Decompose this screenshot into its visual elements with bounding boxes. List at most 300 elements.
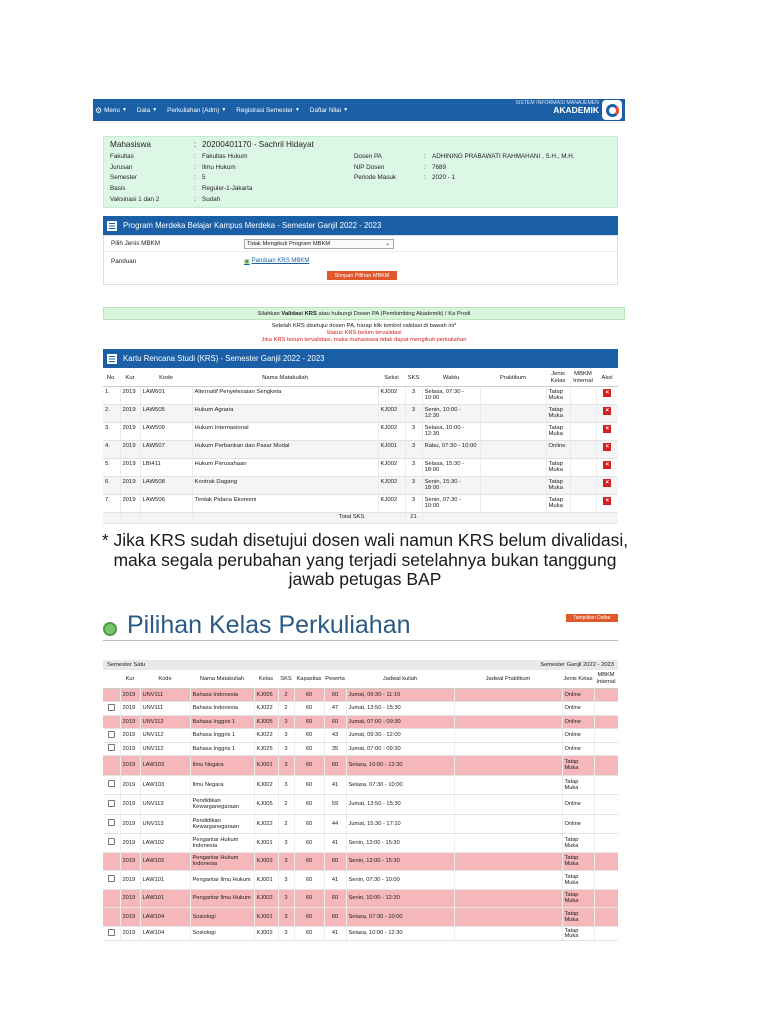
pilihan-title-row xyxy=(103,611,411,640)
delete-icon[interactable]: × xyxy=(603,497,611,505)
krs-jenis: Tatap Muka xyxy=(546,476,570,494)
nav-daftar-nilai-label: Daftar Nilai xyxy=(309,106,342,114)
kelas-peserta: 60 xyxy=(324,908,346,927)
select-cell xyxy=(103,926,120,941)
krs-kur: 2019 xyxy=(120,404,140,422)
select-cell xyxy=(103,742,120,756)
kelas-kode: UNV113 xyxy=(140,795,190,815)
kelas-peserta: 43 xyxy=(324,729,346,743)
leaf-icon xyxy=(103,622,117,636)
select-cell xyxy=(103,795,120,815)
select-cell xyxy=(103,775,120,795)
kelas-kelas: KJ022 xyxy=(254,729,278,743)
krs-praktikum xyxy=(480,440,546,458)
krs-row xyxy=(103,458,618,476)
kelas-kur: 2019 xyxy=(120,702,140,716)
kelas-peserta: 47 xyxy=(324,702,346,716)
krs-sks: 3 xyxy=(405,458,422,476)
kelas-kur: 2019 xyxy=(120,814,140,834)
delete-icon[interactable]: × xyxy=(603,425,611,433)
kelas-mbkm xyxy=(594,756,618,776)
kelas-row-full xyxy=(103,889,618,908)
krs-waktu: Selasa, 15:30 - 18:00 xyxy=(422,458,480,476)
kelas-peserta: 41 xyxy=(324,834,346,853)
spacer xyxy=(422,512,618,523)
krs-seksi: KJ002 xyxy=(378,386,405,404)
kelas-jadwal: Jumat, 07:00 - 09:30 xyxy=(346,742,454,756)
chevron-down-icon: ▼ xyxy=(294,107,300,113)
kelas-jenis: Online xyxy=(562,715,594,729)
krs-mbkm xyxy=(570,476,596,494)
kelas-body xyxy=(103,688,618,941)
col-header: Nama Matakuliah xyxy=(190,670,254,688)
kelas-peserta: 60 xyxy=(324,756,346,776)
krs-seksi: KJ001 xyxy=(378,440,405,458)
save-mbkm-button[interactable]: Simpan Pilihan MBKM xyxy=(327,271,397,280)
kelas-mbkm xyxy=(594,926,618,941)
kelas-jadwal: Jumat, 13:50 - 15:30 xyxy=(346,795,454,815)
kelas-kur: 2019 xyxy=(120,834,140,853)
kelas-row xyxy=(103,729,618,743)
select-checkbox[interactable] xyxy=(108,929,115,936)
col-header: SKS xyxy=(405,370,422,386)
kelas-kode: LAW101 xyxy=(140,889,190,908)
kelas-jadwal: Senin, 13:00 - 15:30 xyxy=(346,852,454,871)
mbkm-panduan-label: Panduan xyxy=(111,257,137,265)
kelas-mbkm xyxy=(594,852,618,871)
krs-kur: 2019 xyxy=(120,458,140,476)
kelas-peserta: 60 xyxy=(324,715,346,729)
info-label: NIP Dosen xyxy=(354,164,385,171)
kelas-jadwal: Senin, 10:00 - 12:30 xyxy=(346,889,454,908)
kelas-kelas: KJ001 xyxy=(254,908,278,927)
kelas-jenis: Tatap Muka xyxy=(562,908,594,927)
kelas-kode: LAW102 xyxy=(140,852,190,871)
col-header: Nama Matakuliah xyxy=(192,370,378,386)
gear-icon: ⚙ xyxy=(95,105,103,115)
krs-no: 7. xyxy=(103,494,120,512)
krs-waktu: Selasa, 10:00 - 12:30 xyxy=(422,422,480,440)
kelas-sks: 2 xyxy=(278,795,294,815)
kelas-nama: Sosiologi xyxy=(190,926,254,941)
col-header: Kode xyxy=(140,370,192,386)
select-cell xyxy=(103,756,120,776)
krs-kode: LAW601 xyxy=(140,386,192,404)
chevron-down-icon: ▼ xyxy=(221,107,227,113)
krs-table xyxy=(103,370,618,524)
kelas-praktikum xyxy=(454,729,562,743)
kelas-sks: 3 xyxy=(278,926,294,941)
kelas-jenis: Tatap Muka xyxy=(562,756,594,776)
select-cell xyxy=(103,688,120,702)
krs-seksi: KJ002 xyxy=(378,494,405,512)
kelas-jadwal: Selasa, 10:00 - 12:30 xyxy=(346,926,454,941)
kelas-kapasitas: 60 xyxy=(294,889,324,908)
krs-no: 3. xyxy=(103,422,120,440)
krs-sks: 3 xyxy=(405,422,422,440)
krs-row xyxy=(103,404,618,422)
kelas-jadwal: Selasa, 07:30 - 10:00 xyxy=(346,908,454,927)
semester-left: Semester Satu xyxy=(107,662,146,668)
kelas-praktikum xyxy=(454,814,562,834)
select-checkbox[interactable] xyxy=(108,780,115,787)
select-checkbox[interactable] xyxy=(108,704,115,711)
kelas-jadwal: Jumat, 15:30 - 17:10 xyxy=(346,814,454,834)
colon: : xyxy=(194,140,197,149)
krs-header-row xyxy=(103,370,618,386)
kelas-jadwal: Jumat, 13:50 - 15:30 xyxy=(346,702,454,716)
mbkm-jenis-value: Tidak Mengikuti Program MBKM xyxy=(247,240,331,247)
kelas-kur: 2019 xyxy=(120,795,140,815)
col-header: Jadwal Praktikum xyxy=(454,670,562,688)
kelas-kur: 2019 xyxy=(120,756,140,776)
kelas-kur: 2019 xyxy=(120,926,140,941)
kelas-jenis: Online xyxy=(562,702,594,716)
kelas-peserta: 60 xyxy=(324,852,346,871)
kelas-jadwal: Selasa, 10:00 - 12:30 xyxy=(346,756,454,776)
kelas-row-full xyxy=(103,715,618,729)
chevron-down-icon: ▼ xyxy=(152,107,158,113)
kelas-kelas: KJ001 xyxy=(254,834,278,853)
kelas-kelas: KJ002 xyxy=(254,775,278,795)
colon: : xyxy=(424,164,426,171)
select-cell xyxy=(103,715,120,729)
info-label: Basis xyxy=(110,185,126,192)
krs-aksi xyxy=(596,440,618,458)
select-checkbox[interactable] xyxy=(108,838,115,845)
nav-daftar-nilai[interactable] xyxy=(310,107,348,114)
colon: : xyxy=(194,174,196,181)
krs-waktu: Senin, 15:30 - 18:00 xyxy=(422,476,480,494)
col-header: No. xyxy=(103,370,120,386)
chevron-down-icon: ▼ xyxy=(343,107,349,113)
info-value: Ilmu Hukum xyxy=(202,164,236,171)
spacer xyxy=(140,512,192,523)
kelas-kur: 2019 xyxy=(120,889,140,908)
col-header: Aksi xyxy=(596,370,618,386)
nav-data-label: Data xyxy=(136,106,151,114)
kelas-kode: UNV111 xyxy=(140,688,190,702)
mahasiswa-value: 20200401170 - Sachril Hidayat xyxy=(202,140,314,149)
kelas-sks: 3 xyxy=(278,852,294,871)
kelas-row xyxy=(103,702,618,716)
kelas-kur: 2019 xyxy=(120,688,140,702)
krs-kode: LAW506 xyxy=(140,494,192,512)
kelas-kapasitas: 60 xyxy=(294,795,324,815)
kelas-praktikum xyxy=(454,871,562,890)
kelas-sks: 3 xyxy=(278,756,294,776)
krs-jenis: Tatap Muka xyxy=(546,458,570,476)
krs-nama: Alternatif Penyelesaian Sengketa xyxy=(192,386,378,404)
select-checkbox[interactable] xyxy=(108,819,115,826)
mbkm-panel xyxy=(103,235,618,285)
kelas-sks: 2 xyxy=(278,814,294,834)
kelas-kelas: KJ005 xyxy=(254,795,278,815)
krs-praktikum xyxy=(480,404,546,422)
kelas-jenis: Online xyxy=(562,814,594,834)
krs-kur: 2019 xyxy=(120,476,140,494)
krs-praktikum xyxy=(480,422,546,440)
kelas-mbkm xyxy=(594,715,618,729)
krs-aksi xyxy=(596,458,618,476)
krs-kode: LAW507 xyxy=(140,440,192,458)
kelas-sks: 3 xyxy=(278,715,294,729)
kelas-row xyxy=(103,775,618,795)
colon: : xyxy=(424,153,426,160)
document-icon: ▣ xyxy=(244,258,250,265)
info-row-right xyxy=(354,153,575,160)
kelas-kapasitas: 60 xyxy=(294,775,324,795)
kelas-kelas: KJ022 xyxy=(254,702,278,716)
kelas-nama: Bahasa Indonesia xyxy=(190,688,254,702)
info-row xyxy=(110,185,252,192)
krs-no: 1. xyxy=(103,386,120,404)
select-cell xyxy=(103,852,120,871)
krs-no: 6. xyxy=(103,476,120,494)
kelas-row xyxy=(103,926,618,941)
kelas-jenis: Online xyxy=(562,729,594,743)
kelas-kelas: KJ001 xyxy=(254,871,278,890)
delete-icon[interactable]: × xyxy=(603,389,611,397)
kelas-jadwal: Senin, 13:00 - 15:30 xyxy=(346,834,454,853)
kelas-peserta: 59 xyxy=(324,795,346,815)
kelas-peserta: 41 xyxy=(324,871,346,890)
krs-praktikum xyxy=(480,458,546,476)
kelas-praktikum xyxy=(454,742,562,756)
select-checkbox[interactable] xyxy=(108,875,115,882)
kelas-peserta: 60 xyxy=(324,889,346,908)
krs-total-row xyxy=(103,512,618,523)
krs-seksi: KJ002 xyxy=(378,404,405,422)
kelas-jenis: Tatap Muka xyxy=(562,871,594,890)
kelas-kur: 2019 xyxy=(120,742,140,756)
kelas-kode: UNV112 xyxy=(140,715,190,729)
kelas-peserta: 35 xyxy=(324,742,346,756)
col-header: Jenis Kelas xyxy=(546,370,570,386)
delete-icon[interactable]: × xyxy=(603,407,611,415)
kelas-kode: LAW102 xyxy=(140,834,190,853)
kelas-mbkm xyxy=(594,814,618,834)
select-cell xyxy=(103,889,120,908)
validate-krs-link[interactable]: Validasi KRS xyxy=(281,310,317,317)
semester-right: Semester Ganjil 2022 - 2023 xyxy=(540,662,614,668)
krs-mbkm xyxy=(570,494,596,512)
krs-mbkm xyxy=(570,440,596,458)
krs-mbkm xyxy=(570,458,596,476)
krs-kur: 2019 xyxy=(120,386,140,404)
nav-menu[interactable] xyxy=(95,106,127,115)
kelas-header-row xyxy=(103,670,618,688)
kelas-kelas: KJ002 xyxy=(254,926,278,941)
kelas-kapasitas: 60 xyxy=(294,871,324,890)
info-row-right xyxy=(354,174,455,181)
kelas-praktikum xyxy=(454,908,562,927)
krs-kode: LAW509 xyxy=(140,422,192,440)
kelas-kode: LAW103 xyxy=(140,756,190,776)
panduan-link[interactable] xyxy=(244,258,309,265)
krs-row xyxy=(103,440,618,458)
info-row xyxy=(110,164,236,171)
mahasiswa-row xyxy=(110,140,314,149)
kelas-jenis: Tatap Muka xyxy=(562,889,594,908)
krs-kur: 2019 xyxy=(120,422,140,440)
kelas-mbkm xyxy=(594,702,618,716)
select-checkbox[interactable] xyxy=(108,800,115,807)
kelas-kapasitas: 60 xyxy=(294,908,324,927)
krs-praktikum xyxy=(480,386,546,404)
kelas-praktikum xyxy=(454,715,562,729)
krs-sks: 3 xyxy=(405,476,422,494)
kelas-nama: Pendidikan Kewarganegaraan xyxy=(190,795,254,815)
brand-line1: SISTEM INFORMASI MANAJEMEN xyxy=(515,100,599,106)
brand-line2: AKADEMIK xyxy=(553,105,599,116)
mahasiswa-label: Mahasiswa xyxy=(110,140,151,149)
notice-post: atau hubungi Dosen PA (Pembimbing Akademik) / Ka Prodi xyxy=(318,310,471,317)
kelas-row xyxy=(103,814,618,834)
kelas-row-full xyxy=(103,908,618,927)
total-label: Total SKS xyxy=(192,512,405,523)
krs-waktu: Senin, 07:30 - 10:00 xyxy=(422,494,480,512)
krs-mbkm xyxy=(570,386,596,404)
kelas-kelas: KJ005 xyxy=(254,715,278,729)
kelas-kelas: KJ001 xyxy=(254,756,278,776)
kelas-praktikum xyxy=(454,834,562,853)
kelas-sks: 2 xyxy=(278,702,294,716)
kelas-mbkm xyxy=(594,889,618,908)
kelas-praktikum xyxy=(454,926,562,941)
kelas-row-full xyxy=(103,852,618,871)
col-header: Kode xyxy=(140,670,190,688)
kelas-nama: Pengantar Hukum Indonesia xyxy=(190,852,254,871)
kelas-sks: 3 xyxy=(278,742,294,756)
kelas-kapasitas: 60 xyxy=(294,742,324,756)
pilihan-title: Pilihan Kelas Perkuliahan xyxy=(127,611,411,639)
kelas-kelas: KJ005 xyxy=(254,688,278,702)
krs-aksi xyxy=(596,422,618,440)
kelas-praktikum xyxy=(454,795,562,815)
krs-row xyxy=(103,386,618,404)
kelas-kelas: KJ002 xyxy=(254,889,278,908)
krs-sks: 3 xyxy=(405,404,422,422)
kelas-nama: Ilmu Negara xyxy=(190,756,254,776)
kelas-peserta: 41 xyxy=(324,926,346,941)
kelas-nama: Pengantar Ilmu Hukum xyxy=(190,871,254,890)
kelas-sks: 3 xyxy=(278,889,294,908)
nav-registrasi[interactable] xyxy=(236,107,300,114)
krs-jenis: Tatap Muka xyxy=(546,404,570,422)
select-cell xyxy=(103,908,120,927)
kelas-kode: UNV112 xyxy=(140,729,190,743)
mbkm-jenis-select[interactable] xyxy=(244,239,394,249)
krs-kur: 2019 xyxy=(120,440,140,458)
kelas-mbkm xyxy=(594,871,618,890)
nav-registrasi-label: Registrasi Semester xyxy=(236,106,293,114)
colon: : xyxy=(194,164,196,171)
kelas-kelas: KJ002 xyxy=(254,852,278,871)
notice-warning: Jika KRS belum tervalidasi, maka mahasiswa tidak dapat mengikuti perkuliahan xyxy=(261,337,467,343)
krs-seksi: KJ002 xyxy=(378,458,405,476)
nav-data[interactable] xyxy=(137,107,157,114)
krs-no: 2. xyxy=(103,404,120,422)
kelas-kelas: KJ025 xyxy=(254,742,278,756)
select-cell xyxy=(103,814,120,834)
mbkm-jenis-row xyxy=(104,236,617,252)
select-checkbox[interactable] xyxy=(108,744,115,751)
colon: : xyxy=(194,196,196,203)
kelas-kur: 2019 xyxy=(120,908,140,927)
colon: : xyxy=(424,174,426,181)
info-row-right xyxy=(354,164,446,171)
kelas-jenis: Tatap Muka xyxy=(562,775,594,795)
krs-aksi xyxy=(596,494,618,512)
delete-icon[interactable]: × xyxy=(603,461,611,469)
info-value: 2020 - 1 xyxy=(432,174,456,181)
krs-waktu: Selasa, 07:30 - 10:00 xyxy=(422,386,480,404)
kelas-jenis: Online xyxy=(562,742,594,756)
info-label: Dosen PA xyxy=(354,153,382,160)
kelas-nama: Pengantar Ilmu Hukum xyxy=(190,889,254,908)
kelas-jadwal: Selasa, 07:30 - 10:00 xyxy=(346,775,454,795)
notice-pre: Silahkan xyxy=(257,310,280,317)
nav-menu-label: Menu xyxy=(104,106,120,114)
kelas-praktikum xyxy=(454,688,562,702)
kelas-mbkm xyxy=(594,908,618,927)
krs-body xyxy=(103,386,618,523)
col-header: Kapasitas xyxy=(294,670,324,688)
kelas-sks: 3 xyxy=(278,775,294,795)
kelas-nama: Bahasa Inggris 1 xyxy=(190,729,254,743)
kelas-jenis: Tatap Muka xyxy=(562,834,594,853)
kelas-kode: LAW103 xyxy=(140,775,190,795)
kelas-kur: 2019 xyxy=(120,871,140,890)
info-value: Fakultas Hukum xyxy=(202,153,248,160)
select-cell xyxy=(103,834,120,853)
kelas-jadwal: Jumat, 09:30 - 12:00 xyxy=(346,729,454,743)
kelas-jenis: Tatap Muka xyxy=(562,852,594,871)
krs-row xyxy=(103,476,618,494)
kelas-row xyxy=(103,742,618,756)
col-header: Seksi xyxy=(378,370,405,386)
delete-icon[interactable]: × xyxy=(603,479,611,487)
info-row xyxy=(110,174,206,181)
mbkm-header xyxy=(103,216,618,235)
notice-status: Status KRS belum tervalidasi xyxy=(326,330,402,336)
info-value: Reguler-1-Jakarta xyxy=(202,185,253,192)
kelas-praktikum xyxy=(454,889,562,908)
kelas-jadwal: Senin, 07:30 - 10:00 xyxy=(346,871,454,890)
kelas-mbkm xyxy=(594,729,618,743)
kelas-jenis: Online xyxy=(562,688,594,702)
tampilkan-daftar-button[interactable]: Tampilkan Daftar xyxy=(566,614,618,622)
kelas-nama: Pengantar Hukum Indonesia xyxy=(190,834,254,853)
krs-aksi xyxy=(596,386,618,404)
colon: : xyxy=(194,185,196,192)
kelas-nama: Bahasa Indonesia xyxy=(190,702,254,716)
kelas-nama: Sosiologi xyxy=(190,908,254,927)
krs-jenis: Tatap Muka xyxy=(546,494,570,512)
info-row xyxy=(110,196,220,203)
total-value: 21 xyxy=(405,512,422,523)
mbkm-jenis-label: Pilih Jenis MBKM xyxy=(111,240,160,247)
delete-icon[interactable]: × xyxy=(603,443,611,451)
kelas-kode: UNV111 xyxy=(140,702,190,716)
kelas-sks: 3 xyxy=(278,834,294,853)
krs-praktikum xyxy=(480,494,546,512)
select-checkbox[interactable] xyxy=(108,731,115,738)
kelas-kur: 2019 xyxy=(120,729,140,743)
kelas-kur: 2019 xyxy=(120,852,140,871)
nav-perkuliahan[interactable] xyxy=(167,107,226,114)
